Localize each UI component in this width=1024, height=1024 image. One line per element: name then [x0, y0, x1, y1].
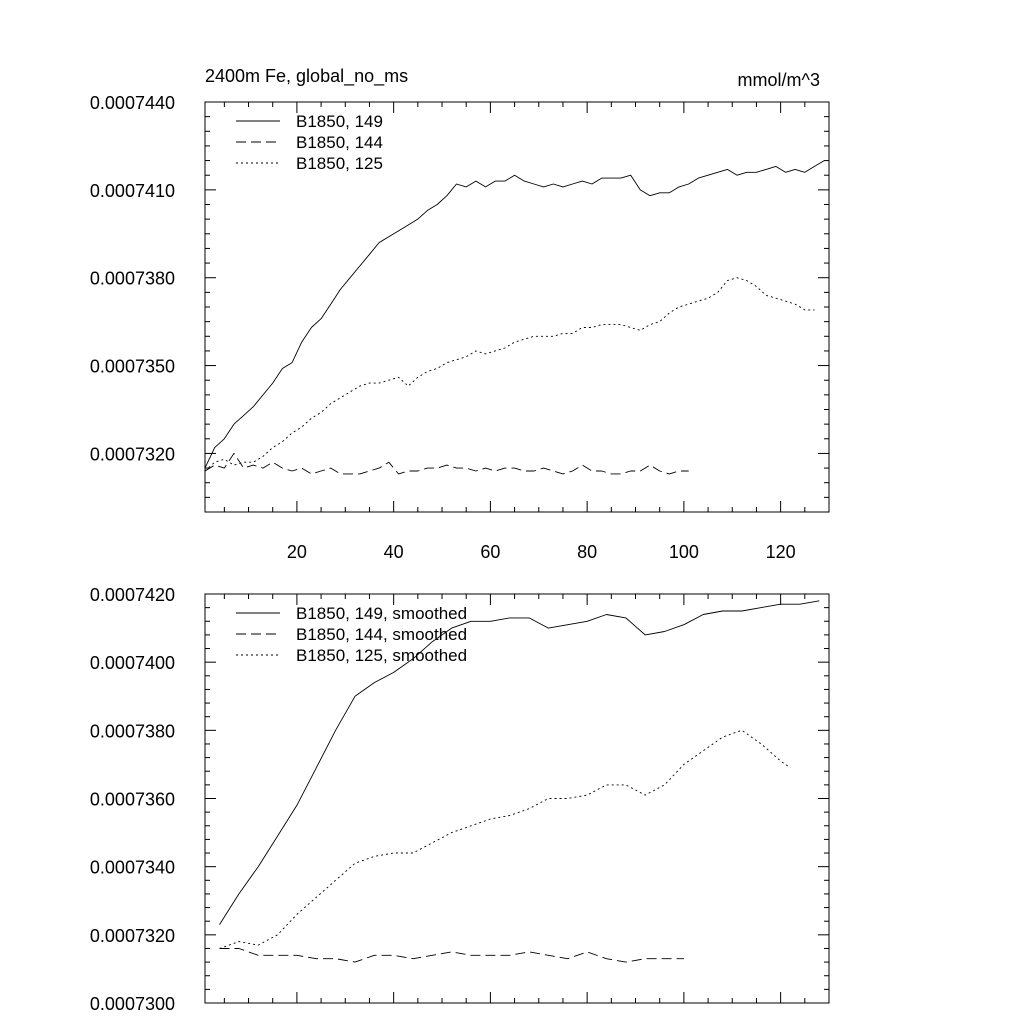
y-tick-label: 0.0007380 — [89, 721, 175, 742]
x-tick-label: 20 — [286, 542, 307, 562]
x-tick-label: 120 — [765, 542, 796, 562]
y-tick-label: 0.0007300 — [89, 994, 175, 1014]
y-tick-label: 0.0007400 — [89, 653, 175, 674]
x-tick-label: 60 — [480, 542, 501, 562]
y-tick-label: 0.0007320 — [89, 444, 175, 465]
series-line-3 — [205, 278, 815, 471]
series-line-3 — [220, 730, 791, 948]
y-tick-label: 0.0007350 — [89, 356, 175, 377]
y-tick-label: 0.0007340 — [89, 857, 175, 878]
x-tick-label: 40 — [383, 542, 404, 562]
series-line-2 — [205, 453, 689, 474]
legend-label-2: B1850, 144 — [296, 133, 383, 152]
chart-title: 2400m Fe, global_no_ms — [205, 66, 409, 86]
y-tick-label: 0.0007440 — [89, 93, 175, 113]
legend-label-1: B1850, 149 — [296, 112, 383, 131]
y-tick-label: 0.0007320 — [89, 925, 175, 946]
series-line-1 — [205, 161, 824, 469]
series-line-2 — [220, 949, 684, 963]
legend-label-1: B1850, 149, smoothed — [296, 604, 468, 623]
bottom-panel — [90, 585, 829, 1014]
y-tick-label: 0.0007380 — [89, 268, 175, 289]
legend-label-3: B1850, 125 — [296, 154, 383, 173]
y-tick-label: 0.0007420 — [89, 585, 175, 605]
legend-label-2: B1850, 144, smoothed — [296, 625, 468, 644]
y-tick-label: 0.0007360 — [89, 789, 175, 810]
x-tick-label: 100 — [668, 542, 699, 562]
x-tick-label: 80 — [577, 542, 598, 562]
top-panel — [90, 66, 829, 562]
legend-label-3: B1850, 125, smoothed — [296, 646, 468, 665]
units-label: mmol/m^3 — [737, 70, 820, 90]
y-tick-label: 0.0007410 — [89, 180, 175, 201]
